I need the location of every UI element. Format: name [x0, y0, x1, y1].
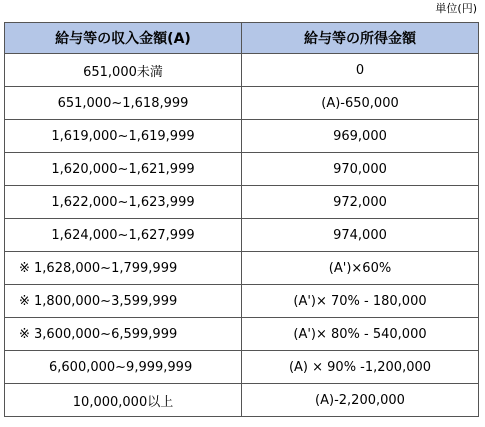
cell-income: ※ 3,600,000~6,599,999 — [5, 318, 242, 351]
cell-amount: 974,000 — [242, 219, 479, 252]
cell-amount: 969,000 — [242, 120, 479, 153]
cell-income: 1,622,000~1,623,999 — [5, 186, 242, 219]
table-row — [5, 153, 479, 186]
table-row — [5, 219, 479, 252]
income-table — [4, 22, 479, 417]
table-row — [5, 285, 479, 318]
cell-amount: 972,000 — [242, 186, 479, 219]
table-row — [5, 186, 479, 219]
cell-amount: 970,000 — [242, 153, 479, 186]
table-row — [5, 120, 479, 153]
table-row — [5, 87, 479, 120]
cell-income: ※ 1,628,000~1,799,999 — [5, 252, 242, 285]
cell-amount: (A) × 90% -1,200,000 — [242, 351, 479, 384]
table-row — [5, 351, 479, 384]
table-row — [5, 318, 479, 351]
cell-income: 10,000,000以上 — [5, 384, 242, 417]
cell-income: 651,000~1,618,999 — [5, 87, 242, 120]
cell-income: 1,619,000~1,619,999 — [5, 120, 242, 153]
table-row — [5, 384, 479, 417]
cell-income: ※ 1,800,000~3,599,999 — [5, 285, 242, 318]
column-header-income: 給与等の収入金額(A) — [5, 23, 242, 54]
cell-amount: 0 — [242, 54, 479, 87]
cell-income: 6,600,000~9,999,999 — [5, 351, 242, 384]
cell-income: 1,624,000~1,627,999 — [5, 219, 242, 252]
column-header-amount: 給与等の所得金額 — [242, 23, 479, 54]
unit-label: 単位(円) — [435, 2, 477, 15]
cell-income: 1,620,000~1,621,999 — [5, 153, 242, 186]
cell-amount: (A')× 70% - 180,000 — [242, 285, 479, 318]
cell-amount: (A)-2,200,000 — [242, 384, 479, 417]
table-row — [5, 252, 479, 285]
table-row — [5, 54, 479, 87]
cell-income: 651,000未満 — [5, 54, 242, 87]
cell-amount: (A')×60% — [242, 252, 479, 285]
cell-amount: (A)-650,000 — [242, 87, 479, 120]
table-header-row — [5, 23, 479, 54]
cell-amount: (A')× 80% - 540,000 — [242, 318, 479, 351]
